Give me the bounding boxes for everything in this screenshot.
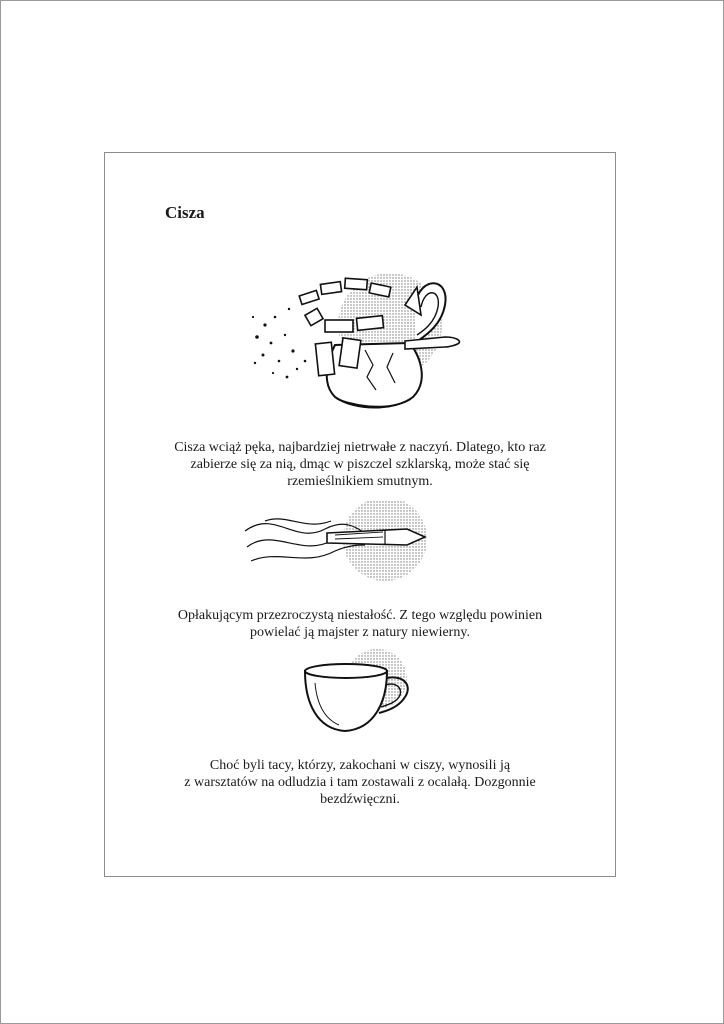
page-title: Cisza (165, 203, 205, 222)
paragraph-line: Cisza wciąż pęka, najbardziej nietrwałe z naczyń. Dlatego, kto raz (174, 440, 546, 455)
paragraph-3 (125, 757, 595, 808)
paragraph-line: z warsztatów na odludzia i tam zostawali z ocalałą. Dozgonnie (184, 775, 536, 790)
paragraph-line: Opłakującym przezroczystą niestałość. Z tego względu powinien (177, 608, 543, 623)
paragraph-line: Choć byli tacy, którzy, zakochani w ciszy, wynosili ją (209, 758, 511, 773)
paragraph-line: powielać ją majster z natury niewierny. (250, 625, 470, 640)
teacup-icon (295, 649, 415, 739)
paragraph-1 (125, 439, 595, 490)
paragraph-line: zabierze się za nią, dmąc w piszczel szklarską, może stać się (190, 457, 530, 472)
content-frame (104, 152, 616, 877)
paragraph-2 (125, 607, 595, 641)
flying-bullet-with-smoke-icon (235, 501, 445, 591)
shattering-jug-pierced-by-bullet-icon (245, 265, 475, 415)
paragraph-line: rzemieślnikiem smutnym. (287, 474, 433, 489)
paragraph-line: bezdźwięczni. (320, 792, 400, 807)
